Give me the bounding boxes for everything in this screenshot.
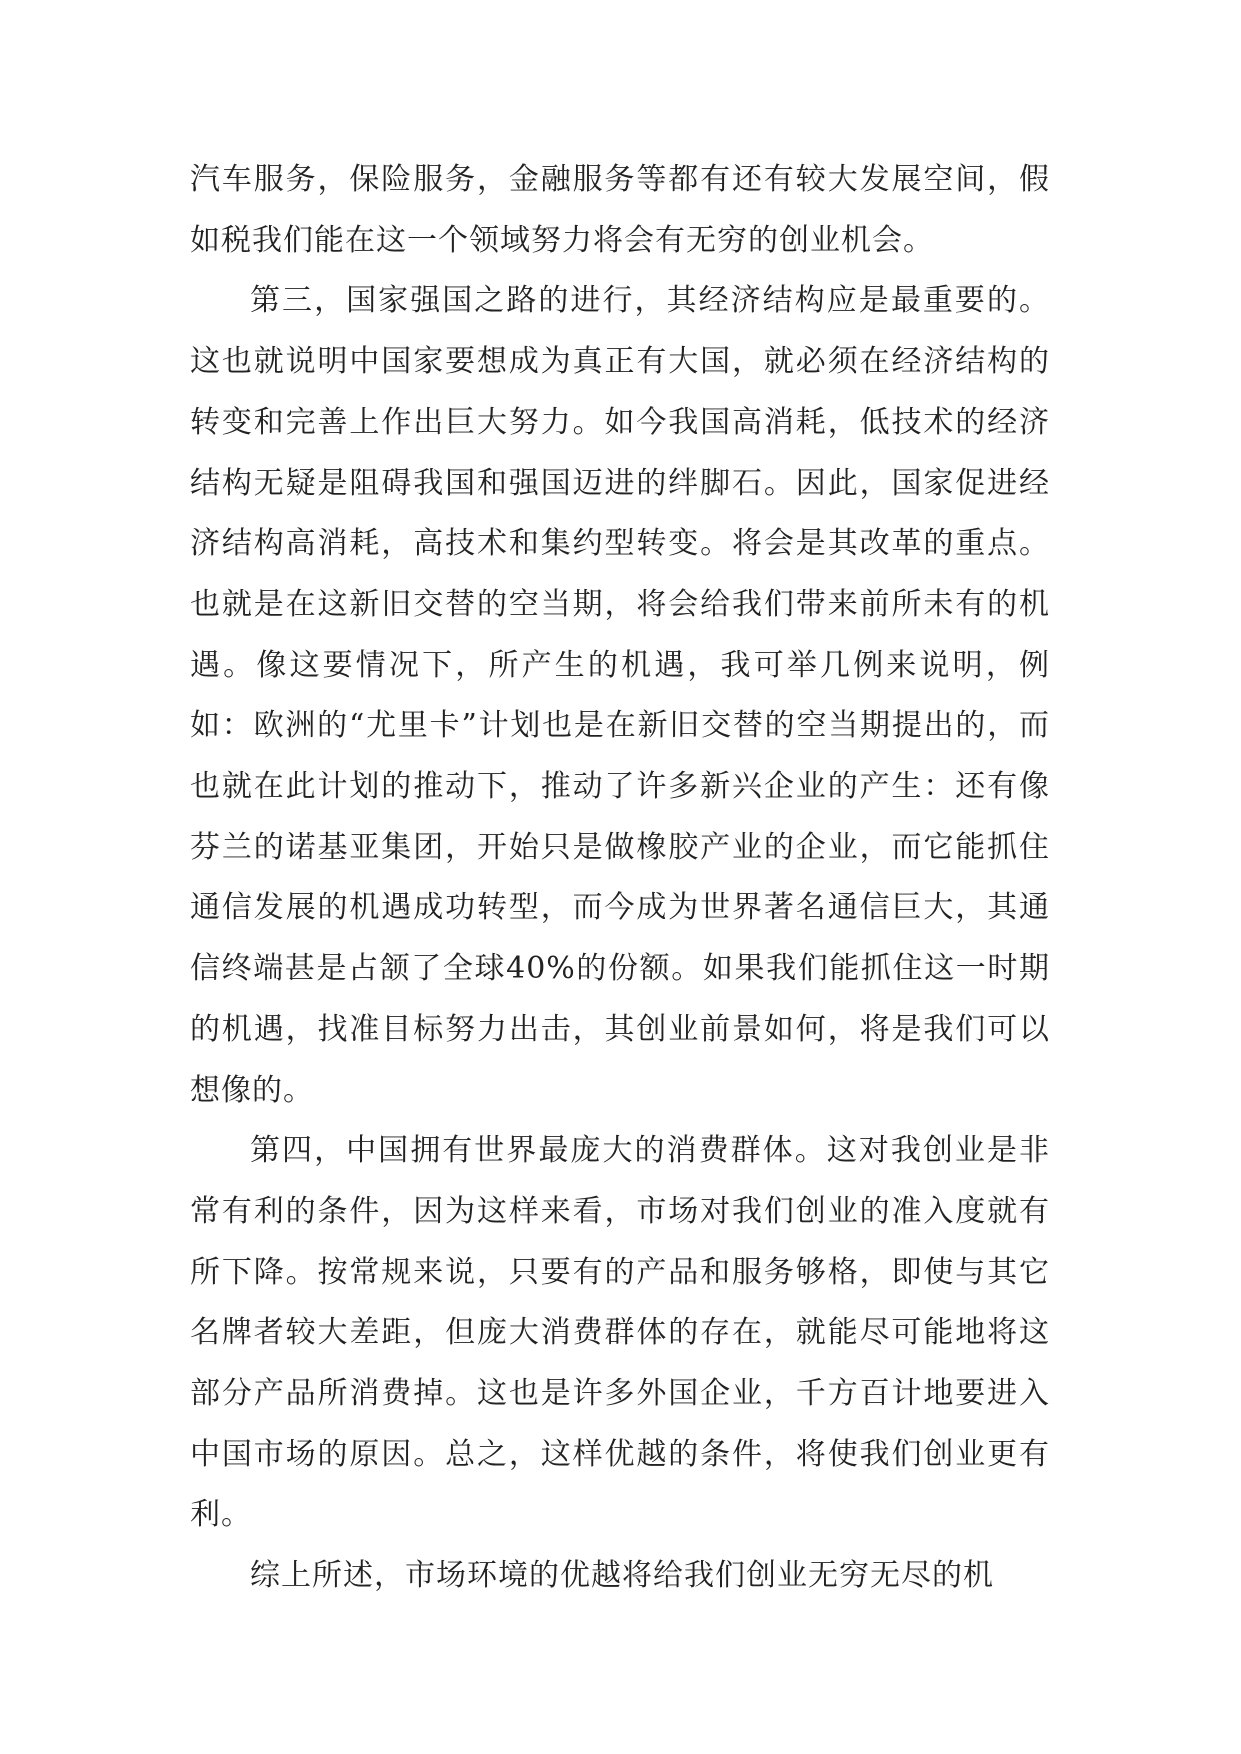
paragraph-fourth-point: 第四，中国拥有世界最庞大的消费群体。这对我创业是非常有利的条件，因为这样来看，市场对我们创业的准入度就有所下降。按常规来说，只要有的产品和服务够格，即使与其它名牌者较大差距，但庞大消费群体的存在，就能尽可能地将这部分产品所消费掉。这也是许多外国企业，千方百计地要进入中国市场的原因。总之，这样优越的条件，将使我们创业更有利。 (190, 1133, 1050, 1533)
paragraph-continuation: 汽车服务，保险服务，金融服务等都有还有较大发展空间，假如税我们能在这一个领域努力将会有无穷的创业机会。 (190, 162, 1050, 258)
paragraph-third-point: 第三，国家强国之路的进行，其经济结构应是最重要的。这也就说明中国家要想成为真正有大国，就必须在经济结构的转变和完善上作出巨大努力。如今我国高消耗，低技术的经济结构无疑是阻碍我国和强国迈进的绊脚石。因此，国家促进经济结构高消耗，高技术和集约型转变。将会是其改革的重点。也就是在这新旧交替的空当期，将会给我们带来前所未有的机遇。像这要情况下，所产生的机遇，我可举几例来说明，例如：欧洲的“尤里卡”计划也是在新旧交替的空当期提出的，而也就在此计划的推动下，推动了许多新兴企业的产生：还有像芬兰的诺基亚集团，开始只是做橡胶产业的企业，而它能抓住通信发展的机遇成功转型，而今成为世界著名通信巨大，其通信终端甚是占颔了全球40%的份额。如果我们能抓住这一时期的机遇，找准目标努力出击，其创业前景如何，将是我们可以想像的。 (190, 283, 1050, 1108)
document-body (190, 150, 1050, 1607)
paragraph-conclusion: 综上所述，市场环境的优越将给我们创业无穷无尽的机 (250, 1558, 994, 1594)
